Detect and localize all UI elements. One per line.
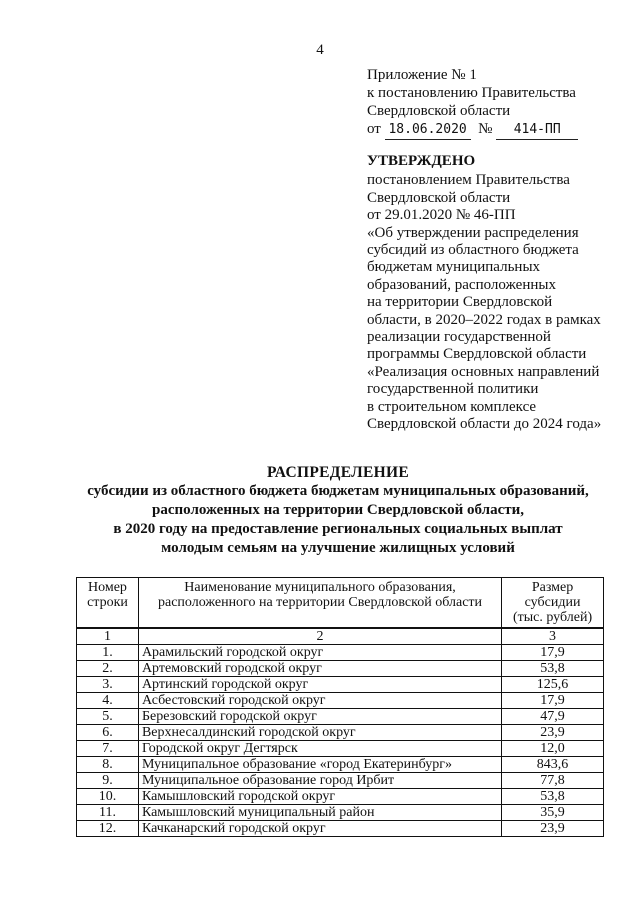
row-number-cell: 10. [77, 789, 139, 805]
header-text: Размер [531, 580, 574, 595]
municipality-cell: Камышловский муниципальный район [138, 805, 501, 821]
table-row [77, 741, 604, 757]
municipality-cell: Асбестовский городской округ [138, 693, 501, 709]
subsidy-cell: 23,9 [502, 821, 604, 837]
table-row [77, 773, 604, 789]
index-cell: 1 [77, 628, 139, 645]
row-number-cell: 9. [77, 773, 139, 789]
header-text: (тыс. рублей) [512, 610, 593, 625]
approved-line: Свердловской области до 2024 года» [367, 416, 602, 433]
municipality-cell: Городской округ Дегтярск [138, 741, 501, 757]
approved-line: программы Свердловской области [367, 346, 587, 363]
approved-line: государственной политики [367, 381, 539, 398]
subsidy-cell: 12,0 [502, 741, 604, 757]
row-number-cell: 3. [77, 677, 139, 693]
municipality-cell: Артемовский городской округ [138, 661, 501, 677]
table-row [77, 645, 604, 661]
row-number-cell: 8. [77, 757, 139, 773]
approved-line: бюджетам муниципальных [367, 259, 541, 276]
row-number-cell: 5. [77, 709, 139, 725]
table-row [77, 661, 604, 677]
subsidy-cell: 53,8 [502, 789, 604, 805]
municipality-cell: Артинский городской округ [138, 677, 501, 693]
annex-number: 414-ПП [496, 121, 578, 140]
approved-line: Свердловской области [367, 189, 511, 206]
subsidy-cell: 125,6 [502, 677, 604, 693]
municipality-cell: Муниципальное образование город Ирбит [138, 773, 501, 789]
subsidy-cell: 77,8 [502, 773, 604, 789]
table-row [77, 709, 604, 725]
row-number-cell: 1. [77, 645, 139, 661]
approved-line: субсидий из областного бюджета [367, 242, 579, 259]
annex-line-1: Приложение № 1 [367, 67, 477, 83]
title-line: расположенных на территории Свердловской области, [152, 502, 524, 518]
municipality-cell: Арамильский городской округ [138, 645, 501, 661]
approved-title: УТВЕРЖДЕНО [367, 153, 476, 169]
approved-line: от 29.01.2020 № 46-ПП [367, 207, 516, 224]
subsidy-cell: 23,9 [502, 725, 604, 741]
subsidy-cell: 17,9 [502, 645, 604, 661]
subsidy-cell: 17,9 [502, 693, 604, 709]
row-number-cell: 12. [77, 821, 139, 837]
row-number-cell: 2. [77, 661, 139, 677]
number-prefix: № [478, 121, 493, 137]
subsidy-cell: 843,6 [502, 757, 604, 773]
page-number: 4 [316, 42, 324, 58]
municipality-cell: Камышловский городской округ [138, 789, 501, 805]
header-subsidy [502, 578, 604, 629]
subsidy-cell: 47,9 [502, 709, 604, 725]
header-text: расположенного на территории Свердловской области [158, 595, 483, 610]
row-number-cell: 4. [77, 693, 139, 709]
title-line: субсидии из областного бюджета бюджетам муниципальных образований, [87, 483, 589, 499]
annex-date: 18.06.2020 [385, 121, 471, 140]
header-text: субсидии [524, 595, 581, 610]
table-row [77, 693, 604, 709]
table-row [77, 677, 604, 693]
row-number-cell: 6. [77, 725, 139, 741]
document-title [0, 463, 640, 558]
title-main: РАСПРЕДЕЛЕНИЕ [267, 464, 409, 481]
municipality-cell: Качканарский городской округ [138, 821, 501, 837]
approved-line: «Об утверждении распределения [367, 224, 579, 241]
table-row [77, 821, 604, 837]
header-municipality [138, 578, 501, 629]
table-row [77, 805, 604, 821]
date-prefix: от [367, 121, 381, 137]
index-cell: 2 [138, 628, 501, 645]
annex-block [367, 66, 578, 140]
approved-line: в строительном комплексе [367, 398, 537, 415]
title-line: молодым семьям на улучшение жилищных условий [161, 540, 515, 556]
title-line: в 2020 году на предоставление региональных социальных выплат [113, 521, 563, 537]
table-row [77, 757, 604, 773]
header-row-number [77, 578, 139, 629]
header-text: Наименование муниципального образования, [184, 580, 456, 595]
table-row [77, 789, 604, 805]
subsidy-cell: 35,9 [502, 805, 604, 821]
approved-line: постановлением Правительства [367, 172, 570, 189]
table-index-row [77, 628, 604, 645]
index-cell: 3 [502, 628, 604, 645]
approved-line: образований, расположенных [367, 276, 556, 293]
annex-line-3: Свердловской области [367, 103, 511, 119]
subsidy-cell: 53,8 [502, 661, 604, 677]
distribution-table [76, 577, 604, 837]
header-text: строки [87, 595, 128, 610]
annex-date-line [367, 120, 578, 140]
table-row [77, 725, 604, 741]
header-text: Номер [88, 580, 127, 595]
approved-line: «Реализация основных направлений [367, 363, 600, 380]
row-number-cell: 11. [77, 805, 139, 821]
annex-line-2: к постановлению Правительства [367, 85, 576, 101]
municipality-cell: Верхнесалдинский городской округ [138, 725, 501, 741]
approved-block [367, 153, 612, 434]
approved-line: на территории Свердловской [367, 294, 553, 311]
municipality-cell: Березовский городской округ [138, 709, 501, 725]
approved-line: реализации государственной [367, 329, 551, 346]
table-header-row [77, 578, 604, 629]
row-number-cell: 7. [77, 741, 139, 757]
approved-line: области, в 2020–2022 годах в рамках [367, 311, 601, 328]
municipality-cell: Муниципальное образование «город Екатеринбург» [138, 757, 501, 773]
